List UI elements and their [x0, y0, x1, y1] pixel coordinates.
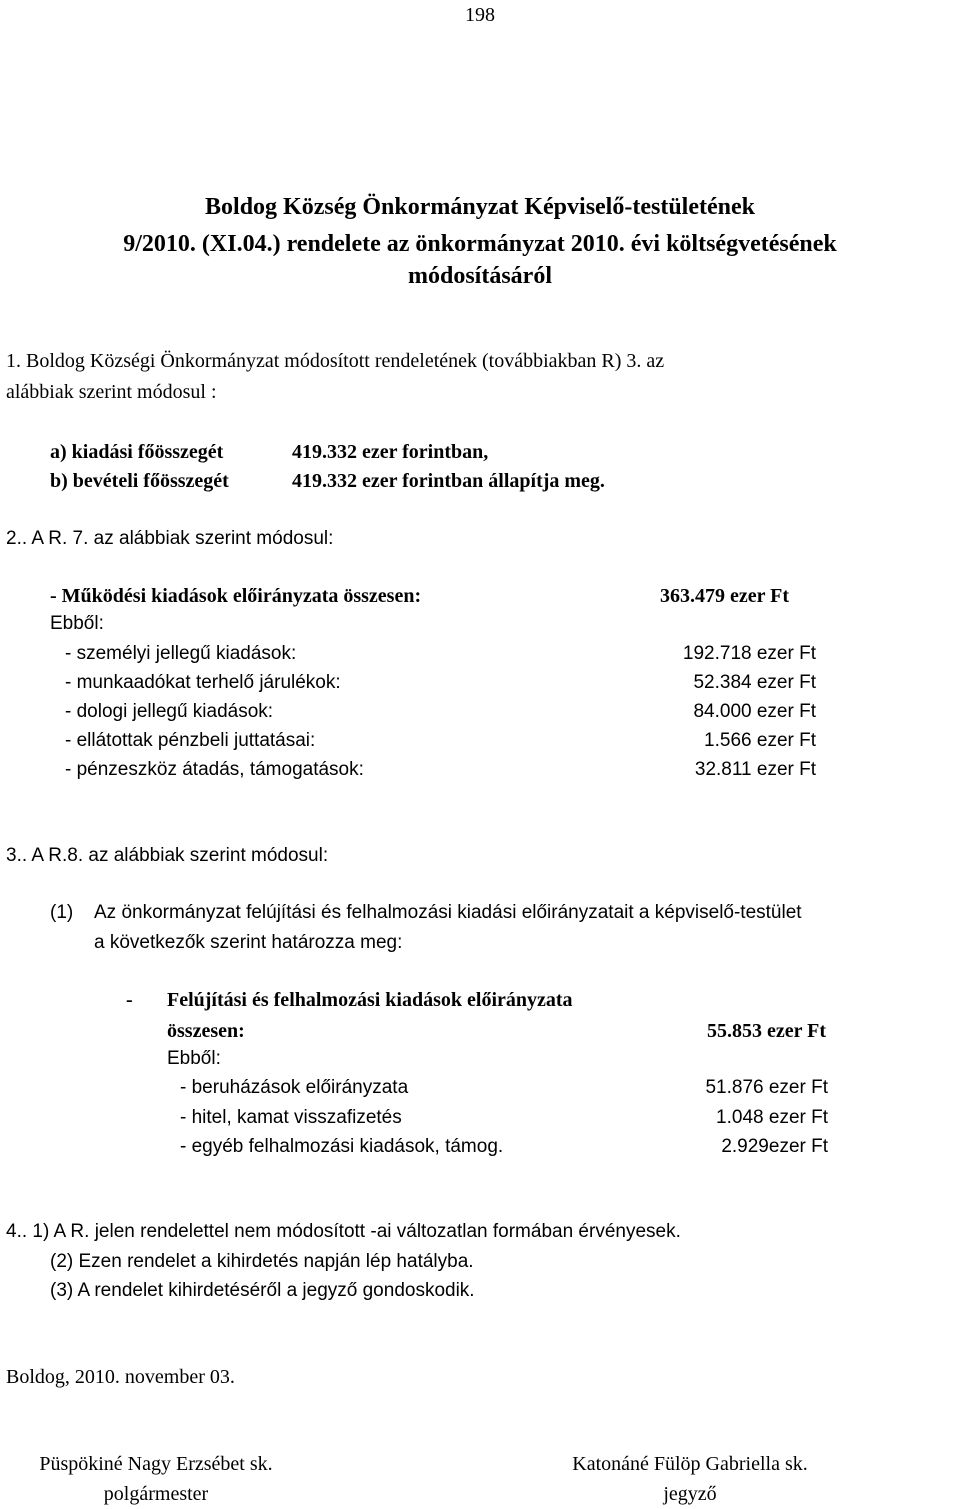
list-item-value: 52.384 ezer Ft	[693, 672, 816, 693]
section3-total-label-line-1: Felújítási és felhalmozási kiadások előirányzata	[167, 989, 573, 1011]
list-item-value: 84.000 ezer Ft	[693, 701, 816, 722]
list-item-label: - személyi jellegű kiadások:	[65, 643, 297, 664]
title-line-3: módosításáról	[408, 263, 552, 289]
list-item-label: - pénzeszköz átadás, támogatások:	[65, 759, 364, 780]
list-item-label: - munkaadókat terhelő járulékok:	[65, 672, 341, 693]
section3-total-value: 55.853 ezer Ft	[706, 1020, 826, 1042]
section3-total-label-line-2: összesen:	[167, 1020, 245, 1042]
section3-para-line-1: Az önkormányzat felújítási és felhalmozási kiadási előirányzatait a képviselő-testület	[94, 902, 802, 923]
title-line-1: Boldog Község Önkormányzat Képviselő-testületének	[205, 194, 755, 220]
section2-total-label: - Működési kiadások előirányzata összesen:	[50, 585, 422, 607]
signature-left-name: Püspökiné Nagy Erzsébet sk.	[39, 1453, 273, 1475]
section1-b-value: 419.332 ezer forintban állapítja meg.	[292, 470, 605, 492]
list-item-label: - egyéb felhalmozási kiadások, támog.	[180, 1136, 504, 1157]
place-date: Boldog, 2010. november 03.	[6, 1366, 235, 1388]
list-item-value: 1.048 ezer Ft	[716, 1107, 828, 1128]
section4-line-2: (2) Ezen rendelet a kihirdetés napján lép hatályba.	[50, 1251, 474, 1272]
section3-ebbol: Ebből:	[167, 1048, 221, 1069]
section2-heading: 2.. A R. 7. az alábbiak szerint módosul:	[6, 528, 334, 549]
list-item-value: 32.811 ezer Ft	[694, 759, 816, 780]
section2-ebbol: Ebből:	[50, 613, 104, 634]
section3-dash: -	[126, 989, 133, 1011]
signature-right-title: jegyző	[663, 1483, 717, 1505]
list-item-label: - beruházások előirányzata	[180, 1077, 409, 1098]
title-line-2: 9/2010. (XI.04.) rendelete az önkormányzat 2010. évi költségvetésének	[123, 231, 837, 257]
section3-para-line-2: a következők szerint határozza meg:	[94, 932, 403, 953]
signature-right-name: Katonáné Fülöp Gabriella sk.	[572, 1453, 808, 1475]
section4-line-1: 4.. 1) A R. jelen rendelettel nem módosított -ai változatlan formában érvényesek.	[6, 1221, 681, 1242]
signature-left-title: polgármester	[103, 1483, 209, 1505]
list-item-label: - dologi jellegű kiadások:	[65, 701, 274, 722]
section1-a-value: 419.332 ezer forintban,	[292, 441, 489, 463]
list-item-value: 192.718 ezer Ft	[682, 643, 816, 664]
list-item-value: 51.876 ezer Ft	[705, 1077, 828, 1098]
section1-b-label: b) bevételi főösszegét	[50, 470, 229, 492]
section1-intro-line-1: 1. Boldog Községi Önkormányzat módosított rendeletének (továbbiakban R) 3. az	[6, 350, 665, 372]
section1-a-label: a) kiadási főösszegét	[50, 441, 224, 463]
section3-para-number: (1)	[50, 902, 74, 923]
section1-intro-line-2: alábbiak szerint módosul :	[6, 381, 217, 403]
page-number: 198	[465, 4, 495, 26]
list-item-label: - ellátottak pénzbeli juttatásai:	[65, 730, 316, 751]
list-item-value: 2.929ezer Ft	[721, 1136, 828, 1157]
section3-heading: 3.. A R.8. az alábbiak szerint módosul:	[6, 845, 329, 866]
section4-line-3: (3) A rendelet kihirdetéséről a jegyző gondoskodik.	[50, 1280, 475, 1301]
list-item-value: 1.566 ezer Ft	[704, 730, 816, 751]
list-item-label: - hitel, kamat visszafizetés	[180, 1107, 402, 1128]
section2-total-value: 363.479 ezer Ft	[660, 585, 790, 607]
